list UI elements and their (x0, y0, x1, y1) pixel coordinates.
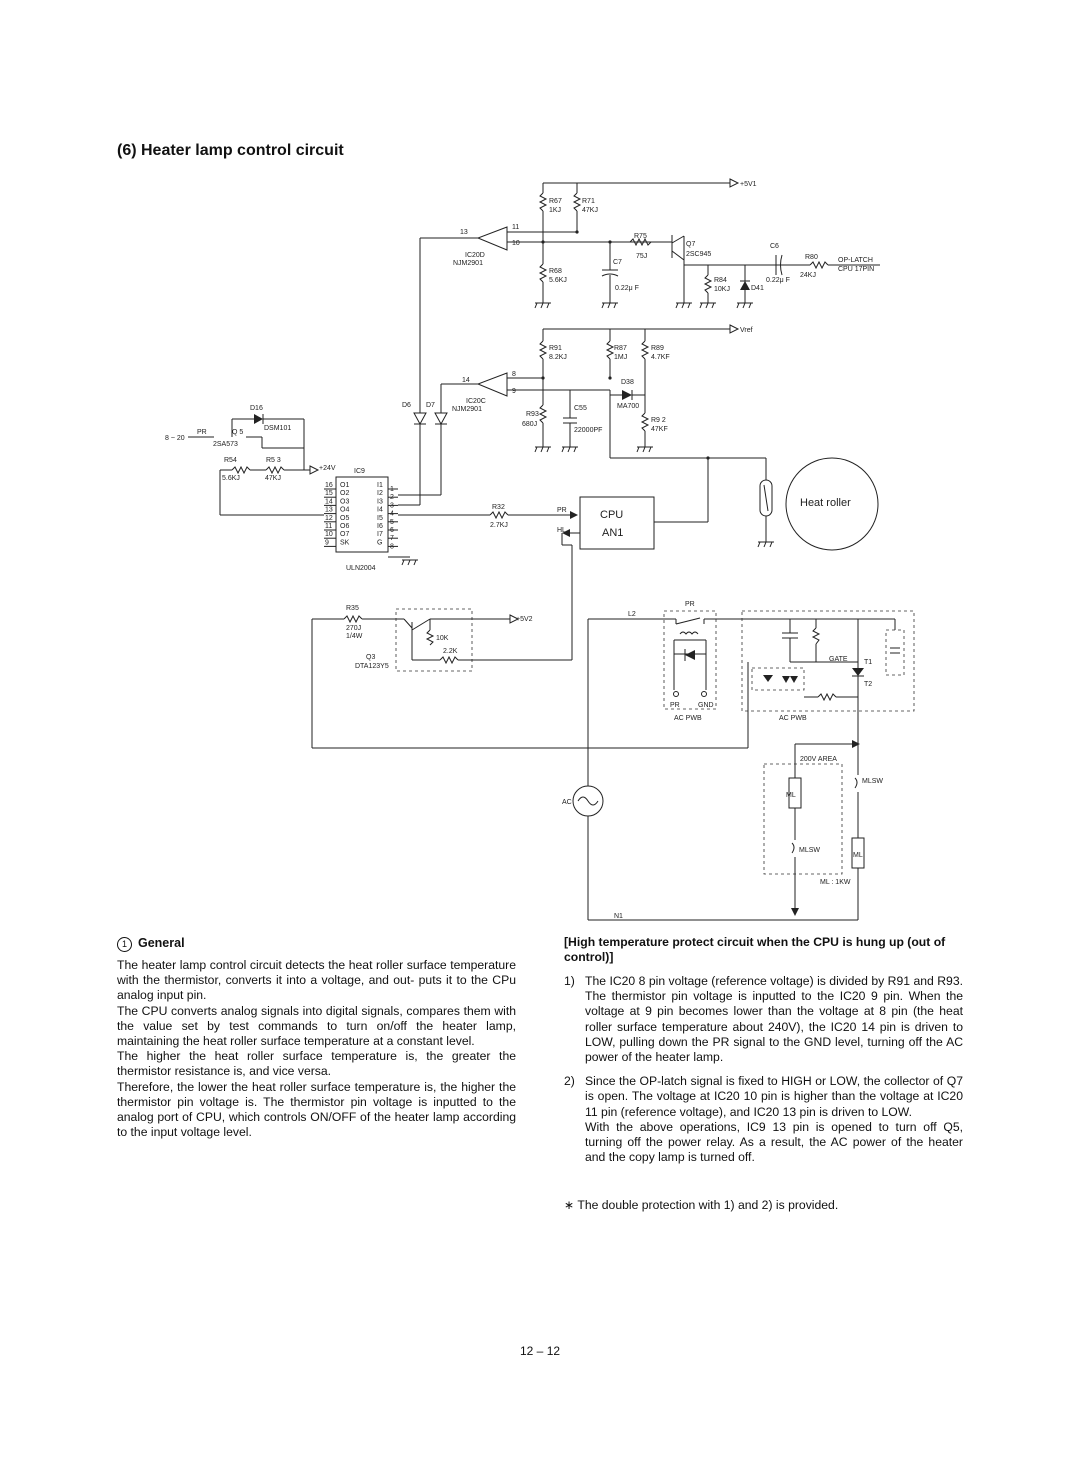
svg-text:CPU 17PIN: CPU 17PIN (838, 266, 875, 273)
svg-text:47KF: 47KF (651, 426, 668, 433)
ic9-left-pin-number: 10 (325, 531, 333, 539)
svg-text:DSM101: DSM101 (264, 425, 292, 432)
svg-text:0.22μ F: 0.22μ F (766, 277, 790, 284)
diode-d41 (737, 265, 764, 308)
svg-text:R93: R93 (526, 411, 539, 418)
svg-text:24KJ: 24KJ (800, 272, 816, 279)
supply-rail-vref (543, 325, 753, 334)
svg-text:R71: R71 (582, 198, 595, 205)
resistors-r54-r53 (220, 457, 336, 515)
svg-text:1MJ: 1MJ (614, 354, 628, 361)
protect-circuit-description (564, 974, 963, 1165)
svg-text:R54: R54 (224, 457, 237, 464)
svg-text:+5V2: +5V2 (516, 616, 533, 623)
svg-text:T1: T1 (864, 659, 873, 666)
svg-text:AC PWB: AC PWB (674, 715, 702, 722)
svg-text:270J: 270J (346, 625, 362, 632)
svg-text:Q 5: Q 5 (232, 429, 244, 436)
svg-text:NJM2901: NJM2901 (452, 406, 482, 413)
svg-text:2.7KJ: 2.7KJ (490, 522, 508, 529)
ic9-right-pin-number: 6 (390, 527, 394, 534)
section-title: (6) Heater lamp control circuit (117, 142, 344, 159)
svg-text:AN1: AN1 (602, 527, 624, 539)
ac-mains-loop (562, 619, 883, 920)
svg-text:5.6KJ: 5.6KJ (222, 475, 240, 482)
svg-text:1KJ: 1KJ (549, 207, 562, 214)
svg-text:Q3: Q3 (366, 654, 376, 661)
svg-text:200V AREA: 200V AREA (800, 756, 837, 763)
ic9-left-pin-name: O1 (340, 482, 350, 489)
page-number: 12 – 12 (520, 1344, 561, 1358)
svg-text:13: 13 (460, 229, 468, 236)
ic9-left-pin-number: 15 (325, 490, 333, 498)
svg-text:N1: N1 (614, 913, 623, 920)
svg-text:Vref: Vref (740, 327, 753, 334)
svg-text:2SA573: 2SA573 (213, 441, 238, 448)
ic9-left-pin-number: 16 (325, 482, 333, 489)
svg-text:ML : 1KW: ML : 1KW (820, 879, 851, 886)
protect-item-1-text: The IC20 8 pin voltage (reference voltage) is divided by R91 and R93. The thermistor pin voltage is inputted to the IC20 9 pin. When the voltage at 9 pin becomes lower than the voltage at 8 pin (the heat roller surface temperature about 240V), the IC20 14 pin is driven to LOW, pulling down the PR signal to the GND level, turning off the AC power of the heater lamp. (585, 974, 963, 1065)
capacitor-c55 (562, 390, 602, 452)
svg-text:CPU: CPU (600, 509, 624, 521)
ic9-uln2004 (324, 468, 418, 572)
ic9-right-pin-number: 8 (390, 543, 394, 551)
transistor-q3 (355, 609, 572, 671)
ic9-left-pin-name: O5 (340, 514, 350, 522)
supply-rail-5v1 (543, 179, 757, 188)
svg-text:R5 3: R5 3 (266, 457, 281, 464)
svg-text:R87: R87 (614, 345, 627, 352)
svg-text:+24V: +24V (319, 465, 336, 472)
heat-roller (786, 458, 878, 550)
svg-text:5.6KJ: 5.6KJ (549, 277, 567, 284)
ic9-left-pin-name: O7 (340, 531, 350, 539)
svg-text:OP-LATCH: OP-LATCH (838, 257, 873, 264)
svg-text:8 ~ 20: 8 ~ 20 (165, 435, 185, 442)
cpu-block (557, 497, 654, 660)
svg-text:0.22μ F: 0.22μ F (615, 285, 639, 292)
ic9-left-pin-number: 12 (325, 514, 333, 522)
svg-text:Heat roller: Heat roller (800, 497, 851, 509)
resistor-r84 (684, 265, 795, 308)
svg-text:47KJ: 47KJ (582, 207, 598, 214)
svg-text:680J: 680J (522, 421, 538, 428)
svg-text:C6: C6 (770, 243, 779, 250)
svg-text:ML: ML (786, 792, 796, 799)
resistor-r68 (535, 242, 567, 308)
svg-text:75J: 75J (636, 253, 648, 260)
general-paragraph-1: The heater lamp control circuit detects the heat roller surface temperature with the thermistor, converts it into a voltage, and out- puts it to the CPu analog input pin. (117, 958, 516, 1003)
svg-text:10K: 10K (436, 635, 449, 642)
svg-text:D16: D16 (250, 405, 263, 412)
double-protection-note (564, 1198, 838, 1212)
svg-text:PR: PR (685, 601, 695, 608)
svg-text:NJM2901: NJM2901 (453, 260, 483, 267)
transistor-q7 (672, 235, 711, 308)
general-paragraph-2: The CPU converts analog signals into digital signals, compares them with the value set by test commands to turn on/off the heater lamp, maintaining the heat roller surface temperature at a constant level. (117, 1003, 516, 1049)
ic9-right-pin-name: I4 (377, 506, 383, 514)
ic9-right-pin-name: I2 (377, 490, 383, 498)
capacitor-c7 (602, 242, 639, 308)
svg-text:22000PF: 22000PF (574, 427, 603, 434)
ic9-left-pin-name: O3 (340, 498, 350, 506)
svg-text:R80: R80 (805, 254, 818, 261)
protect-item-2-number: 2) (564, 1074, 575, 1089)
ic9-left-pin-number: 14 (325, 498, 333, 506)
svg-text:2.2K: 2.2K (443, 648, 458, 655)
ic9-right-pin-number: 5 (390, 518, 394, 526)
resistor-r80 (782, 254, 880, 279)
circled-number-marker: 1 (117, 937, 132, 952)
svg-text:MLSW: MLSW (862, 778, 883, 785)
ic9-right-pin-number: 3 (390, 502, 394, 510)
general-heading-text: General (138, 936, 185, 950)
ic9-left-pin-number: 11 (325, 523, 333, 530)
svg-text:T2: T2 (864, 681, 873, 688)
svg-text:IC9: IC9 (354, 468, 365, 475)
ic9-right-pin-name: I7 (377, 531, 383, 539)
svg-text:IC20D: IC20D (465, 252, 485, 259)
svg-text:R89: R89 (651, 345, 664, 352)
resistor-r71 (574, 183, 598, 232)
ic9-left-pin-number: 9 (325, 539, 329, 547)
svg-text:D41: D41 (751, 285, 764, 292)
ic9-left-pin-name: SK (340, 539, 350, 547)
svg-text:1/4W: 1/4W (346, 633, 363, 640)
note-text: The double protection with 1) and 2) is provided. (577, 1198, 839, 1212)
diodes-d6-d7 (398, 402, 447, 505)
protect-item-1 (564, 974, 963, 1065)
resistor-r92 (637, 395, 668, 452)
resistor-r75 (630, 233, 651, 260)
svg-text:4.7KF: 4.7KF (651, 354, 670, 361)
svg-text:AC: AC (562, 799, 572, 806)
svg-text:R35: R35 (346, 605, 359, 612)
svg-text:HL: HL (557, 527, 566, 534)
capacitor-c6 (766, 243, 790, 284)
svg-text:+5V1: +5V1 (740, 181, 757, 188)
svg-text:10KJ: 10KJ (714, 286, 730, 293)
ic9-right-pin-number: 7 (390, 535, 394, 543)
general-paragraph-3: The higher the heat roller surface temperature is, the greater the thermistor resistance is, and vice versa. (117, 1049, 516, 1079)
svg-text:9: 9 (512, 388, 516, 395)
svg-text:GND: GND (698, 702, 714, 709)
svg-text:MA700: MA700 (617, 403, 640, 410)
svg-text:MLSW: MLSW (799, 847, 820, 854)
svg-text:GATE: GATE (829, 656, 848, 663)
protect-item-2-text: Since the OP-latch signal is fixed to HIGH or LOW, the collector of Q7 is open. The voltage at IC20 10 pin is higher than the voltage at IC20 11 pin (reference voltage), and IC20 13 pin is driven to LOW. (585, 1074, 963, 1119)
resistor-r32 (398, 504, 570, 529)
ac-relay-pwb (588, 601, 752, 722)
diode-d38 (610, 379, 645, 410)
resistor-r87 (607, 329, 627, 378)
ic9-left-pin-name: O6 (340, 523, 350, 530)
svg-text:IC20C: IC20C (466, 398, 486, 405)
resistor-r89 (642, 329, 670, 395)
svg-text:R32: R32 (492, 504, 505, 511)
ic9-left-pin-name: O4 (340, 506, 350, 514)
ic9-right-pin-name: G (377, 539, 383, 547)
ic9-right-pin-number: 2 (390, 494, 394, 502)
resistor-r91 (540, 329, 567, 378)
ic9-right-pin-name: I1 (377, 482, 383, 489)
svg-text:2SC945: 2SC945 (686, 251, 712, 258)
ic9-right-pin-name: I3 (377, 498, 383, 506)
svg-text:C55: C55 (574, 405, 587, 412)
svg-text:R75: R75 (634, 233, 647, 240)
svg-text:47KJ: 47KJ (265, 475, 281, 482)
resistor-r35 (312, 605, 748, 748)
comparator-ic20d (420, 224, 577, 405)
svg-text:11: 11 (512, 224, 520, 231)
svg-text:D6: D6 (402, 402, 411, 409)
resistor-r93 (522, 378, 551, 452)
note-asterisk: ∗ (564, 1198, 575, 1212)
svg-text:10: 10 (512, 240, 520, 247)
svg-text:8.2KJ: 8.2KJ (549, 354, 567, 361)
svg-text:R91: R91 (549, 345, 562, 352)
ic9-left-pin-name: O2 (340, 490, 350, 498)
ic9-right-pin-number: 4 (390, 510, 394, 518)
ic9-left-pin-number: 13 (325, 506, 333, 514)
protect-continuation: With the above operations, IC9 13 pin is opened to turn off Q5, turning off the power relay. As a result, the AC power of the heater and the copy lamp is turned off. (585, 1119, 963, 1165)
svg-text:8: 8 (512, 371, 516, 378)
ic9-right-pin-name: I6 (377, 523, 383, 530)
svg-text:PR: PR (557, 507, 567, 514)
svg-text:R84: R84 (714, 277, 727, 284)
diode-d16 (232, 405, 304, 432)
svg-text:R9 2: R9 2 (651, 417, 666, 424)
svg-text:C7: C7 (613, 259, 622, 266)
ac-triac-pwb (742, 611, 914, 748)
svg-text:D38: D38 (621, 379, 634, 386)
ic9-right-pin-number: 1 (390, 486, 394, 493)
svg-text:ML: ML (853, 852, 863, 859)
svg-text:PR: PR (670, 702, 680, 709)
svg-text:ULN2004: ULN2004 (346, 565, 376, 572)
svg-text:Q7: Q7 (686, 241, 696, 248)
general-paragraph-4: Therefore, the lower the heat roller surface temperature is, the higher the thermistor pin voltage is. The thermistor pin voltage is inputted to the analog port of CPU, which controls ON/OFF of the heater lamp according to the input voltage level. (117, 1079, 516, 1140)
svg-text:R67: R67 (549, 198, 562, 205)
protect-item-1-number: 1) (564, 974, 575, 988)
svg-text:14: 14 (462, 377, 470, 384)
svg-text:L2: L2 (628, 611, 636, 618)
svg-text:PR: PR (197, 429, 207, 436)
protect-item-2 (564, 1074, 963, 1120)
svg-text:DTA123Y5: DTA123Y5 (355, 663, 389, 670)
general-description (117, 958, 516, 1140)
thermistor-line (610, 390, 774, 547)
resistor-r67 (540, 183, 562, 242)
svg-text:D7: D7 (426, 402, 435, 409)
protect-circuit-heading: [High temperature protect circuit when the CPU is hung up (out of control)] (564, 935, 946, 964)
svg-text:R68: R68 (549, 268, 562, 275)
ic9-right-pin-name: I5 (377, 514, 383, 522)
svg-text:AC PWB: AC PWB (779, 715, 807, 722)
general-heading (117, 936, 185, 952)
